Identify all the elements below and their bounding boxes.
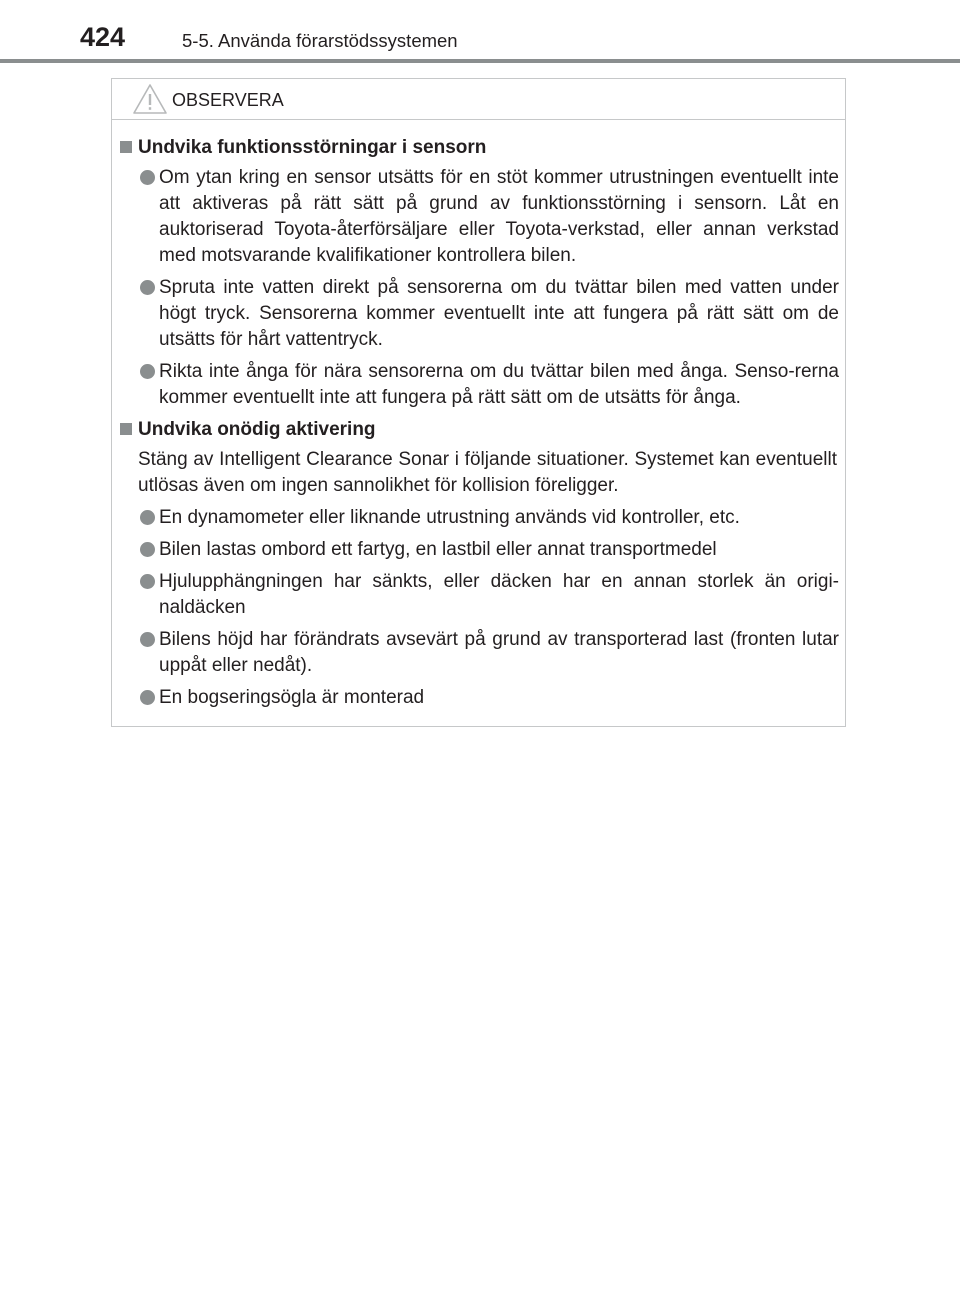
- circle-bullet-icon: [140, 280, 155, 295]
- list-item-text: Spruta inte vatten direkt på sensorerna om du tvättar bilen med vatten under högt tryck. Sensorerna kommer eventuellt inte att fungera på rätt sätt om de utsätts för hårt vattentryck.: [159, 277, 839, 350]
- circle-bullet-icon: [140, 510, 155, 525]
- list-item: [117, 569, 839, 621]
- topic-intro: Stäng av Intelligent Clearance Sonar i följande situationer. Systemet kan eventuellt utlösas även om ingen sannolikhet för kollision föreligger.: [138, 449, 837, 496]
- circle-bullet-icon: [140, 632, 155, 647]
- page-number: 424: [80, 22, 126, 52]
- topic-heading-text: Undvika onödig aktivering: [138, 419, 376, 440]
- topic-sensor-malfunction: [117, 135, 839, 411]
- list-item: [117, 685, 839, 711]
- header-rule: [0, 59, 960, 63]
- notice-body: [112, 135, 845, 711]
- topic-heading: [117, 417, 839, 443]
- notice-header: [112, 79, 845, 120]
- list-item: [117, 505, 839, 531]
- list-item-text: En bogseringsögla är monterad: [159, 687, 425, 708]
- topic-unnecessary-activation: [117, 417, 839, 711]
- section-title: 5-5. Använda förarstödssystemen: [182, 30, 458, 51]
- list-item: [117, 359, 839, 411]
- list-item-text: Om ytan kring en sensor utsätts för en stöt kommer utrustningen eventuellt inte att aktiveras på rätt sätt på grund av funktionsstörning i sensorn. Låt en auktoriserad Toyota-återförsäljare eller Toyota-verkstad, eller annan verkstad med motsvarande kvalifikationer kontrollera bilen.: [159, 167, 839, 266]
- list-item-text: Bilens höjd har förändrats avsevärt på grund av transporterad last (fronten lutar uppåt eller nedåt).: [159, 629, 839, 676]
- circle-bullet-icon: [140, 170, 155, 185]
- circle-bullet-icon: [140, 542, 155, 557]
- notice-box: [111, 78, 846, 727]
- circle-bullet-icon: [140, 574, 155, 589]
- topic-heading: [117, 135, 839, 161]
- square-bullet-icon: [120, 423, 132, 435]
- list-item: [117, 165, 839, 269]
- notice-label: OBSERVERA: [172, 90, 284, 110]
- list-item: [117, 275, 839, 353]
- list-item: [117, 627, 839, 679]
- page-header: [0, 0, 960, 62]
- list-item-text: En dynamometer eller liknande utrustning används vid kontroller, etc.: [159, 507, 740, 528]
- list-item: [117, 537, 839, 563]
- topic-heading-text: Undvika funktionsstörningar i sensorn: [138, 137, 487, 158]
- bullet-list: [117, 505, 839, 711]
- list-item-text: Hjulupphängningen har sänkts, eller däcken har en annan storlek än origi-naldäcken: [159, 571, 839, 618]
- list-item-text: Rikta inte ånga för nära sensorerna om du tvättar bilen med ånga. Senso-rerna kommer eventuellt inte att fungera på rätt sätt om de utsätts för ånga.: [159, 361, 839, 408]
- circle-bullet-icon: [140, 364, 155, 379]
- warning-triangle-icon: [132, 83, 168, 115]
- square-bullet-icon: [120, 141, 132, 153]
- circle-bullet-icon: [140, 690, 155, 705]
- bullet-list: [117, 165, 839, 411]
- list-item-text: Bilen lastas ombord ett fartyg, en lastbil eller annat transportmedel: [159, 539, 717, 560]
